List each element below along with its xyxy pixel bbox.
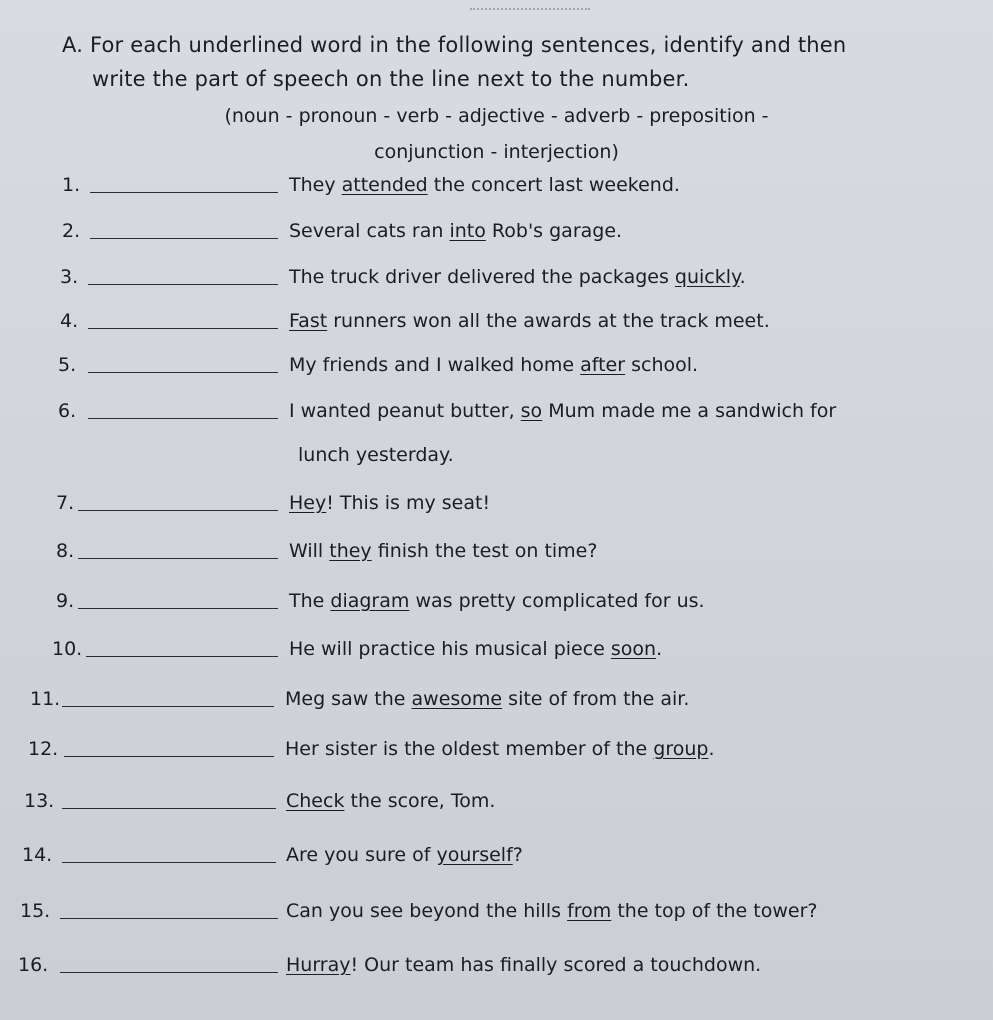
question-sentence: He will practice his musical piece soon.: [289, 638, 663, 660]
question-sentence: Will they finish the test on time?: [289, 540, 598, 562]
parts-of-speech-line-2: conjunction - interjection): [374, 141, 619, 163]
answer-line[interactable]: [88, 284, 278, 285]
question-number: 7.: [56, 492, 75, 514]
answer-line[interactable]: [90, 192, 278, 193]
question-number: 9.: [56, 590, 75, 612]
underlined-word: attended: [341, 174, 428, 196]
instructions-line-1: A. For each underlined word in the following sentences, identify and then: [62, 33, 847, 57]
underlined-word: group: [653, 738, 709, 760]
question-number: 15.: [20, 900, 51, 922]
question-sentence: Are you sure of yourself?: [286, 844, 523, 866]
question-4: [0, 306, 993, 336]
question-1: [0, 170, 993, 200]
underlined-word: after: [580, 354, 626, 376]
question-sentence: Fast runners won all the awards at the track meet.: [289, 310, 770, 332]
answer-line[interactable]: [88, 372, 278, 373]
question-5: [0, 350, 993, 380]
question-sentence: Hurray! Our team has finally scored a touchdown.: [286, 954, 762, 976]
underlined-word: awesome: [411, 688, 503, 710]
parts-of-speech-list: [0, 98, 993, 170]
answer-line[interactable]: [60, 918, 278, 919]
question-13: [0, 786, 993, 816]
question-7: [0, 488, 993, 518]
question-sentence: The diagram was pretty complicated for us.: [289, 590, 705, 612]
question-6: [0, 396, 993, 426]
question-sentence: They attended the concert last weekend.: [289, 174, 680, 196]
underlined-word: Check: [286, 790, 345, 812]
question-number: 16.: [18, 954, 49, 976]
underlined-word: Hurray: [286, 954, 351, 976]
question-8: [0, 536, 993, 566]
answer-line[interactable]: [78, 558, 278, 559]
underlined-word: into: [449, 220, 486, 242]
question-sentence: I wanted peanut butter, so Mum made me a sandwich for: [289, 400, 837, 422]
question-3: [0, 262, 993, 292]
underlined-word: so: [520, 400, 543, 422]
underlined-word: they: [329, 540, 372, 562]
question-11: [0, 684, 993, 714]
question-2: [0, 216, 993, 246]
question-sentence: My friends and I walked home after school.: [289, 354, 699, 376]
answer-line[interactable]: [62, 706, 274, 707]
answer-line[interactable]: [88, 418, 278, 419]
question-12: [0, 734, 993, 764]
answer-line[interactable]: [62, 862, 276, 863]
answer-line[interactable]: [78, 608, 278, 609]
question-sentence: Can you see beyond the hills from the top of the tower?: [286, 900, 818, 922]
question-9: [0, 586, 993, 616]
question-number: 1.: [62, 174, 81, 196]
question-number: 13.: [24, 790, 55, 812]
underlined-word: diagram: [330, 590, 410, 612]
cut-off-top-text: [470, 0, 590, 10]
question-number: 14.: [22, 844, 53, 866]
question-number: 2.: [62, 220, 81, 242]
question-number: 5.: [58, 354, 77, 376]
question-number: 4.: [60, 310, 79, 332]
question-6-continuation: lunch yesterday.: [298, 444, 454, 466]
answer-line[interactable]: [60, 972, 278, 973]
underlined-word: from: [567, 900, 612, 922]
answer-line[interactable]: [78, 510, 278, 511]
question-number: 3.: [60, 266, 79, 288]
instructions-line-2: write the part of speech on the line next to the number.: [92, 67, 690, 91]
question-sentence: Check the score, Tom.: [286, 790, 496, 812]
question-number: 11.: [30, 688, 61, 710]
answer-line[interactable]: [86, 656, 278, 657]
parts-of-speech-line-1: (noun - pronoun - verb - adjective - adverb - preposition -: [224, 105, 769, 127]
question-number: 8.: [56, 540, 75, 562]
answer-line[interactable]: [64, 756, 274, 757]
underlined-word: yourself: [436, 844, 513, 866]
question-number: 12.: [28, 738, 59, 760]
underlined-word: quickly: [674, 266, 740, 288]
question-15: [0, 896, 993, 926]
question-10: [0, 634, 993, 664]
answer-line[interactable]: [62, 808, 276, 809]
question-sentence: Her sister is the oldest member of the group.: [285, 738, 715, 760]
question-sentence: Several cats ran into Rob's garage.: [289, 220, 623, 242]
question-number: 10.: [52, 638, 83, 660]
instructions: [62, 28, 962, 96]
question-number: 6.: [58, 400, 77, 422]
question-14: [0, 840, 993, 870]
answer-line[interactable]: [88, 328, 278, 329]
underlined-word: Fast: [289, 310, 328, 332]
underlined-word: Hey: [289, 492, 327, 514]
question-16: [0, 950, 993, 980]
underlined-word: soon: [610, 638, 657, 660]
question-sentence: Hey! This is my seat!: [289, 492, 491, 514]
question-sentence: The truck driver delivered the packages quickly.: [289, 266, 746, 288]
answer-line[interactable]: [90, 238, 278, 239]
question-sentence: Meg saw the awesome site of from the air.: [285, 688, 690, 710]
